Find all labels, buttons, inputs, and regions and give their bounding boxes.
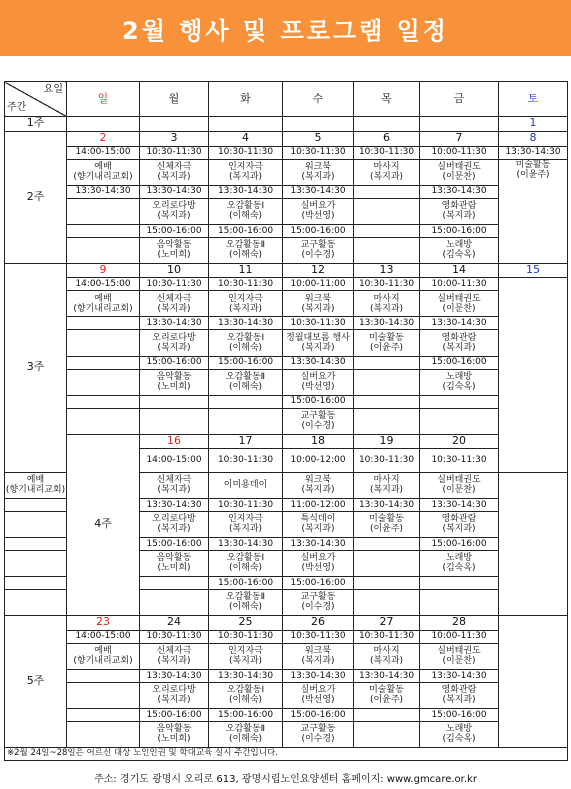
time-cell: 15:00-16:00 (420, 356, 499, 369)
program-cell: 신체자극 (복지과) (140, 159, 209, 185)
time-cell: 14:00-15:00 (67, 146, 140, 159)
program-cell: 인지자극 (복지과) (209, 643, 283, 669)
time-cell: 15:00-16:00 (283, 708, 354, 721)
program-cell: 오리로다방 (복지과) (140, 198, 209, 224)
time-cell: 15:00-16:00 (283, 576, 354, 589)
program-cell: 정월대보름 행사 (복지과) (283, 330, 354, 356)
schedule-table (4, 81, 568, 761)
program-cell: 교구활동 (이수경) (283, 237, 354, 263)
date-cell: 26 (283, 615, 354, 630)
time-cell: 13:30-14:30 (209, 669, 283, 682)
program-cell: 마사지 (복지과) (354, 159, 420, 185)
program-cell: 영화관람 (복지과) (420, 682, 499, 708)
program-cell: 예배 (향기내리교회) (67, 291, 140, 317)
time-cell: 13:30-14:30 (209, 317, 283, 330)
program-cell: 영화관람 (복지과) (420, 198, 499, 224)
time-cell: 15:00-16:00 (209, 356, 283, 369)
date-cell: 18 (283, 434, 354, 449)
time-cell: 13:30-14:30 (420, 498, 499, 511)
time-cell: 10:30-11:30 (140, 278, 209, 291)
program-cell: 교구활동 (이수경) (283, 408, 354, 434)
date-cell: 25 (209, 615, 283, 630)
time-cell: 13:30-14:30 (140, 185, 209, 198)
time-cell: 10:30-11:30 (209, 278, 283, 291)
program-cell: 음악활동 (노미희) (140, 550, 209, 576)
day-mon: 월 (140, 82, 209, 117)
time-cell: 13:30-14:30 (420, 185, 499, 198)
program-cell: 오감활동Ⅱ (이해숙) (209, 369, 283, 395)
program-cell: 실버요가 (박선영) (283, 550, 354, 576)
time-cell: 10:30-11:30 (209, 146, 283, 159)
program-cell: 이미용데이 (209, 472, 283, 498)
program-cell: 노래방 (김숙옥) (420, 550, 499, 576)
program-cell: 노래방 (김숙옥) (420, 369, 499, 395)
time-cell: 13:30-14:30 (420, 669, 499, 682)
time-cell: 15:00-16:00 (140, 708, 209, 721)
time-cell: 13:30-14:30 (140, 498, 209, 511)
time-cell: 13:30-14:30 (283, 185, 354, 198)
date-cell: 12 (283, 263, 354, 278)
date-cell: 4 (209, 131, 283, 146)
date-cell: 16 (140, 434, 209, 449)
day-tue: 화 (209, 82, 283, 117)
date-cell: 1 (499, 116, 568, 131)
note-text: ※2월 24일~28일은 어르신 대상 노인인권 및 학대교육 실시 주간입니다. (5, 747, 568, 760)
time-cell: 10:30-11:30 (354, 278, 420, 291)
program-cell: 인지자극 (복지과) (209, 511, 283, 537)
program-cell: 마사지 (복지과) (354, 472, 420, 498)
time-cell: 10:30-11:30 (354, 449, 420, 473)
time-cell: 13:30-14:30 (354, 498, 420, 511)
time-cell: 10:30-11:30 (209, 498, 283, 511)
day-sat: 토 (499, 82, 568, 117)
program-cell: 실버태권도 (이문찬) (420, 291, 499, 317)
program-cell: 워크북 (복지과) (283, 472, 354, 498)
program-cell: 실버태권도 (이문찬) (420, 472, 499, 498)
program-cell: 오감활동Ⅰ (이해숙) (209, 550, 283, 576)
time-cell: 15:00-16:00 (209, 576, 283, 589)
program-cell: 교구활동 (이수경) (283, 589, 354, 615)
header-row (5, 82, 568, 117)
time-cell: 14:00-15:00 (67, 630, 140, 643)
program-cell: 인지자극 (복지과) (209, 159, 283, 185)
date-cell: 28 (420, 615, 499, 630)
program-cell: 특식데이 (복지과) (283, 511, 354, 537)
time-cell: 10:30-11:30 (283, 317, 354, 330)
program-cell: 오리로다방 (복지과) (140, 511, 209, 537)
date-cell: 24 (140, 615, 209, 630)
time-cell: 14:00-15:00 (140, 449, 209, 473)
program-cell: 워크북 (복지과) (283, 291, 354, 317)
date-cell: 5 (283, 131, 354, 146)
program-cell: 실버요가 (박선영) (283, 198, 354, 224)
program-cell: 오감활동Ⅰ (이해숙) (209, 198, 283, 224)
time-cell: 13:30-14:30 (283, 537, 354, 550)
program-cell: 영화관람 (복지과) (420, 511, 499, 537)
date-cell: 10 (140, 263, 209, 278)
time-cell: 15:00-16:00 (283, 395, 354, 408)
program-cell: 예배 (향기내리교회) (67, 643, 140, 669)
time-cell: 13:30-14:30 (499, 146, 568, 159)
program-cell: 오감활동Ⅰ (이해숙) (209, 682, 283, 708)
time-cell: 10:00-11:30 (420, 146, 499, 159)
program-cell: 신체자극 (복지과) (140, 472, 209, 498)
program-cell: 오감활동Ⅱ (이해숙) (209, 721, 283, 747)
page-title: 2월 행사 및 프로그램 일정 (0, 0, 571, 56)
date-cell: 23 (67, 615, 140, 630)
date-cell: 15 (499, 263, 568, 278)
date-cell: 2 (67, 131, 140, 146)
program-cell: 오리로다방 (복지과) (140, 330, 209, 356)
week-label-5: 5주 (5, 615, 67, 747)
time-cell: 10:30-11:30 (209, 449, 283, 473)
date-cell: 8 (499, 131, 568, 146)
date-cell: 3 (140, 131, 209, 146)
program-cell: 마사지 (복지과) (354, 643, 420, 669)
program-cell: 미술활동 (이윤주) (354, 330, 420, 356)
week-label-4: 4주 (67, 434, 140, 615)
date-cell: 13 (354, 263, 420, 278)
time-cell: 15:00-16:00 (140, 356, 209, 369)
time-cell: 15:00-16:00 (420, 224, 499, 237)
program-cell: 워크북 (복지과) (283, 643, 354, 669)
time-cell: 10:00-11:30 (420, 630, 499, 643)
time-cell: 10:30-11:30 (420, 449, 499, 473)
time-cell: 13:30-14:30 (67, 185, 140, 198)
time-cell: 13:30-14:30 (283, 669, 354, 682)
program-cell: 미술활동 (이윤주) (354, 682, 420, 708)
time-cell: 10:30-11:30 (283, 630, 354, 643)
week-label-1: 1주 (5, 116, 67, 131)
time-cell: 15:00-16:00 (140, 537, 209, 550)
week-label-2: 2주 (5, 131, 67, 263)
program-cell: 오감활동Ⅰ (이해숙) (209, 330, 283, 356)
week-label-3: 3주 (5, 263, 67, 472)
program-cell: 음악활동 (노미희) (140, 369, 209, 395)
time-cell: 15:00-16:00 (420, 537, 499, 550)
program-cell: 오리로다방 (복지과) (140, 682, 209, 708)
time-cell: 13:30-14:30 (354, 317, 420, 330)
program-cell: 워크북 (복지과) (283, 159, 354, 185)
date-cell: 14 (420, 263, 499, 278)
time-cell: 10:30-11:30 (354, 630, 420, 643)
program-cell: 실버요가 (박선영) (283, 369, 354, 395)
program-cell: 미술활동 (이윤주) (354, 511, 420, 537)
time-cell: 11:00-12:00 (283, 498, 354, 511)
time-cell: 15:00-16:00 (209, 708, 283, 721)
time-cell: 10:00-11:00 (283, 278, 354, 291)
program-cell: 실버요가 (박선영) (283, 682, 354, 708)
program-cell: 실버태권도 (이문찬) (420, 643, 499, 669)
time-cell: 15:00-16:00 (140, 224, 209, 237)
program-cell: 교구활동 (이수경) (283, 721, 354, 747)
program-cell: 실버태권도 (이문찬) (420, 159, 499, 185)
time-cell: 13:30-14:30 (283, 356, 354, 369)
time-cell: 10:30-11:30 (140, 146, 209, 159)
header-corner (5, 82, 67, 117)
program-cell: 오감활동Ⅱ (이해숙) (209, 237, 283, 263)
time-cell: 13:30-14:30 (140, 317, 209, 330)
date-cell: 17 (209, 434, 283, 449)
time-cell: 13:30-14:30 (209, 185, 283, 198)
program-cell: 마사지 (복지과) (354, 291, 420, 317)
day-thu: 목 (354, 82, 420, 117)
date-cell: 20 (420, 434, 499, 449)
program-cell: 음악활동 (노미희) (140, 721, 209, 747)
program-cell: 신체자극 (복지과) (140, 291, 209, 317)
program-cell: 미술활동 (이윤주) (499, 159, 568, 263)
time-cell: 13:30-14:30 (140, 669, 209, 682)
date-cell: 7 (420, 131, 499, 146)
program-cell: 오감활동Ⅱ (이해숙) (209, 589, 283, 615)
date-cell: 6 (354, 131, 420, 146)
time-cell: 10:30-11:30 (140, 630, 209, 643)
time-cell: 10:30-11:30 (283, 146, 354, 159)
day-fri: 금 (420, 82, 499, 117)
week-label: 주간 (7, 102, 27, 114)
program-cell: 신체자극 (복지과) (140, 643, 209, 669)
day-wed: 수 (283, 82, 354, 117)
time-cell: 13:30-14:30 (420, 317, 499, 330)
day-label: 요일 (43, 84, 63, 95)
time-cell: 13:30-14:30 (354, 669, 420, 682)
program-cell: 영화관람 (복지과) (420, 330, 499, 356)
program-cell: 예배 (향기내리교회) (5, 472, 67, 498)
date-cell: 9 (67, 263, 140, 278)
date-cell: 19 (354, 434, 420, 449)
program-cell: 음악활동 (노미희) (140, 237, 209, 263)
date-cell: 11 (209, 263, 283, 278)
week1-row (5, 116, 568, 131)
date-cell: 27 (354, 615, 420, 630)
time-cell: 10:30-11:30 (209, 630, 283, 643)
time-cell: 14:00-15:00 (67, 278, 140, 291)
time-cell: 15:00-16:00 (420, 708, 499, 721)
footer-address: 주소: 경기도 광명시 오리로 613, 광명시립노인요양센터 홈페이지: www.gmcare.or.kr (94, 774, 477, 785)
program-cell: 노래방 (김숙옥) (420, 721, 499, 747)
time-cell: 10:00-12:00 (283, 449, 354, 473)
time-cell: 10:30-11:30 (354, 146, 420, 159)
program-cell: 인지자극 (복지과) (209, 291, 283, 317)
time-cell: 15:00-16:00 (283, 224, 354, 237)
time-cell: 15:00-16:00 (209, 224, 283, 237)
program-cell: 노래방 (김숙옥) (420, 237, 499, 263)
program-cell: 예배 (향기내리교회) (67, 159, 140, 185)
time-cell: 13:30-14:30 (209, 537, 283, 550)
time-cell: 10:00-11:30 (420, 278, 499, 291)
day-sun: 일 (67, 82, 140, 117)
